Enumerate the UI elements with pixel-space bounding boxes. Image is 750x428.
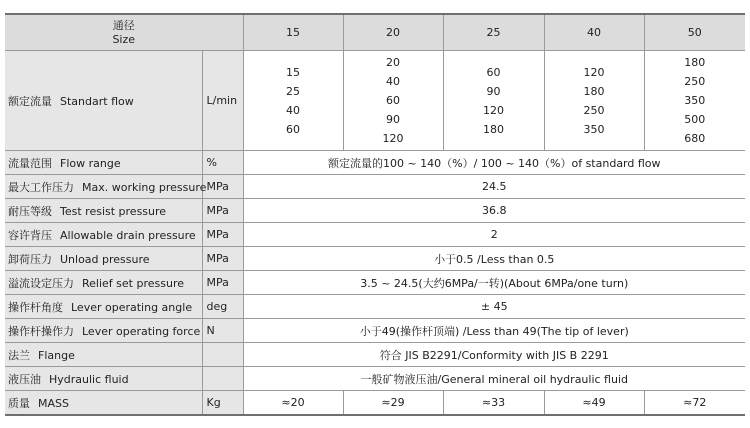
size-cell: 50 [644,14,745,51]
flow-values-size-50: 180 250 350 500 680 [644,51,745,151]
max-working-pressure-value: 24.5 [243,175,745,199]
max-working-pressure-label: 最大工作压力 Max. working pressure [5,175,202,199]
size-cell: 25 [443,14,544,51]
test-resist-pressure-value: 36.8 [243,199,745,223]
rated-flow-unit: L/min [202,51,243,151]
size-label-zh: 通径 [112,18,135,32]
size-header-cell [5,14,243,51]
hydraulic-fluid-unit [202,367,243,391]
max-working-pressure-row [5,175,745,199]
flow-values-size-25: 60 90 120 180 [443,51,544,151]
allowable-drain-pressure-unit: MPa [202,223,243,247]
mass-value-size-25: ≈33 [443,391,544,416]
unload-pressure-label: 卸荷压力 Unload pressure [5,247,202,271]
mass-value-size-15: ≈20 [243,391,343,416]
relief-set-pressure-label: 溢流设定压力 Relief set pressure [5,271,202,295]
allowable-drain-pressure-label: 容许背压 Allowable drain pressure [5,223,202,247]
flow-values-size-40: 120 180 250 350 [544,51,644,151]
unload-pressure-value: 小于0.5 /Less than 0.5 [243,247,745,271]
size-cell: 20 [343,14,443,51]
specification-table [5,13,745,416]
rated-flow-label: 额定流量 Standart flow [5,51,202,151]
flow-values-size-20: 20 40 60 90 120 [343,51,443,151]
flow-range-row [5,151,745,175]
lever-operating-force-row [5,319,745,343]
lever-operating-force-label: 操作杆操作力 Lever operating force [5,319,202,343]
flange-unit [202,343,243,367]
relief-set-pressure-value: 3.5 ~ 24.5(大约6MPa/一转)(About 6MPa/one turn) [243,271,745,295]
flange-label: 法兰 Flange [5,343,202,367]
test-resist-pressure-row [5,199,745,223]
flange-row [5,343,745,367]
relief-set-pressure-row [5,271,745,295]
lever-operating-force-unit: N [202,319,243,343]
relief-set-pressure-unit: MPa [202,271,243,295]
allowable-drain-pressure-row [5,223,745,247]
mass-unit: Kg [202,391,243,416]
mass-label: 质量 MASS [5,391,202,416]
test-resist-pressure-label: 耐压等级 Test resist pressure [5,199,202,223]
flow-range-unit: % [202,151,243,175]
mass-value-size-50: ≈72 [644,391,745,416]
unload-pressure-row [5,247,745,271]
hydraulic-fluid-value: 一般矿物液压油/General mineral oil hydraulic fluid [243,367,745,391]
hydraulic-fluid-row [5,367,745,391]
flow-range-label: 流量范围 Flow range [5,151,202,175]
size-label-en: Size [112,32,136,46]
header-row [5,14,745,51]
mass-value-size-20: ≈29 [343,391,443,416]
mass-value-size-40: ≈49 [544,391,644,416]
test-resist-pressure-unit: MPa [202,199,243,223]
hydraulic-fluid-label: 液压油 Hydraulic fluid [5,367,202,391]
mass-row [5,391,745,416]
lever-operating-angle-label: 操作杆角度 Lever operating angle [5,295,202,319]
size-cell: 40 [544,14,644,51]
flange-value: 符合 JIS B2291/Conformity with JIS B 2291 [243,343,745,367]
lever-operating-angle-row [5,295,745,319]
allowable-drain-pressure-value: 2 [243,223,745,247]
flow-range-value: 额定流量的100 ~ 140（%）/ 100 ~ 140（%）of standard flow [243,151,745,175]
unload-pressure-unit: MPa [202,247,243,271]
flow-values-size-15: 15 25 40 60 [243,51,343,151]
size-cell: 15 [243,14,343,51]
lever-operating-force-value: 小于49(操作杆顶端) /Less than 49(The tip of lever) [243,319,745,343]
lever-operating-angle-value: ± 45 [243,295,745,319]
max-working-pressure-unit: MPa [202,175,243,199]
rated-flow-row [5,51,745,151]
lever-operating-angle-unit: deg [202,295,243,319]
